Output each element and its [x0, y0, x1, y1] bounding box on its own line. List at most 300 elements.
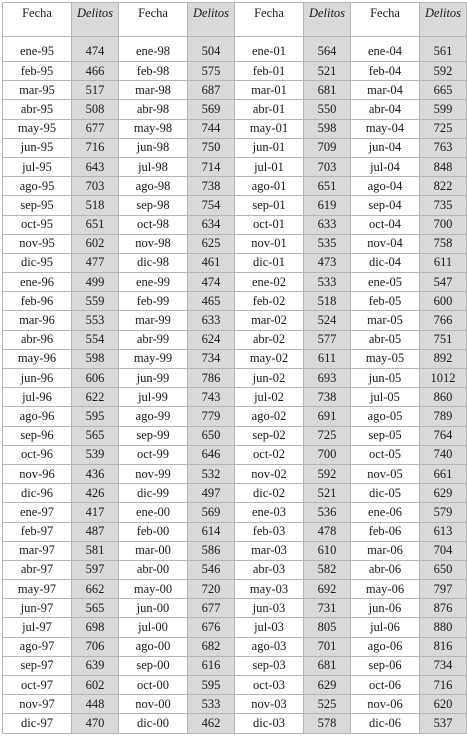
- date-cell: sep-03: [235, 656, 304, 675]
- table-row: [3, 695, 467, 714]
- date-cell: jul-95: [3, 157, 72, 176]
- table-row: [3, 714, 467, 733]
- date-cell: dic-05: [351, 484, 420, 503]
- date-cell: sep-97: [3, 656, 72, 675]
- crimes-cell: 650: [420, 560, 467, 579]
- date-cell: oct-01: [235, 215, 304, 234]
- crimes-cell: 677: [72, 119, 119, 138]
- date-cell: jun-02: [235, 369, 304, 388]
- table-row: [3, 330, 467, 349]
- date-cell: jul-99: [119, 388, 188, 407]
- date-cell: may-06: [351, 580, 420, 599]
- crimes-cell: 738: [188, 177, 235, 196]
- crimes-cell: 487: [72, 522, 119, 541]
- crimes-cell: 709: [304, 138, 351, 157]
- date-cell: dic-99: [119, 484, 188, 503]
- crimes-header: Delitos: [304, 3, 351, 37]
- crimes-cell: 521: [304, 62, 351, 81]
- crimes-cell: 779: [188, 407, 235, 426]
- date-cell: sep-00: [119, 656, 188, 675]
- crimes-cell: 744: [188, 119, 235, 138]
- date-cell: oct-97: [3, 676, 72, 695]
- table-row: [3, 311, 467, 330]
- crimes-cell: 462: [188, 714, 235, 733]
- date-cell: may-01: [235, 119, 304, 138]
- date-cell: jun-96: [3, 369, 72, 388]
- crimes-cell: 716: [420, 676, 467, 695]
- table-row: [3, 599, 467, 618]
- date-cell: mar-04: [351, 81, 420, 100]
- crimes-cell: 692: [304, 580, 351, 599]
- crimes-cell: 536: [304, 503, 351, 522]
- crimes-cell: 629: [420, 484, 467, 503]
- date-cell: ago-98: [119, 177, 188, 196]
- date-cell: abr-99: [119, 330, 188, 349]
- date-cell: may-04: [351, 119, 420, 138]
- crimes-cell: 477: [72, 253, 119, 272]
- table-row: [3, 541, 467, 560]
- crimes-cell: 720: [188, 580, 235, 599]
- crimes-cell: 822: [420, 177, 467, 196]
- date-cell: ago-03: [235, 637, 304, 656]
- date-cell: nov-02: [235, 464, 304, 483]
- table-row: [3, 62, 467, 81]
- crimes-cell: 681: [304, 81, 351, 100]
- date-cell: abr-05: [351, 330, 420, 349]
- date-cell: jul-05: [351, 388, 420, 407]
- crimes-cell: 547: [420, 273, 467, 292]
- crimes-cell: 546: [188, 560, 235, 579]
- crimes-cell: 565: [72, 599, 119, 618]
- date-cell: nov-03: [235, 695, 304, 714]
- crimes-cell: 575: [188, 62, 235, 81]
- crimes-cell: 474: [72, 37, 119, 62]
- date-header: Fecha: [119, 3, 188, 37]
- crimes-cell: 533: [188, 695, 235, 714]
- date-cell: ago-02: [235, 407, 304, 426]
- date-cell: jun-06: [351, 599, 420, 618]
- table-row: [3, 522, 467, 541]
- date-cell: mar-96: [3, 311, 72, 330]
- date-cell: oct-96: [3, 445, 72, 464]
- crimes-cell: 577: [304, 330, 351, 349]
- date-cell: dic-96: [3, 484, 72, 503]
- crimes-cell: 700: [304, 445, 351, 464]
- crimes-cell: 478: [304, 522, 351, 541]
- crimes-cell: 651: [72, 215, 119, 234]
- crimes-cell: 535: [304, 234, 351, 253]
- date-cell: jun-04: [351, 138, 420, 157]
- date-cell: oct-02: [235, 445, 304, 464]
- crimes-cell: 763: [420, 138, 467, 157]
- crimes-header: Delitos: [420, 3, 467, 37]
- crimes-cell: 539: [72, 445, 119, 464]
- date-cell: dic-06: [351, 714, 420, 733]
- table-row: [3, 234, 467, 253]
- table-row: [3, 388, 467, 407]
- crimes-cell: 665: [420, 81, 467, 100]
- table-row: [3, 81, 467, 100]
- crimes-cell: 682: [188, 637, 235, 656]
- date-cell: ene-99: [119, 273, 188, 292]
- crimes-cell: 564: [304, 37, 351, 62]
- crimes-cell: 789: [420, 407, 467, 426]
- date-cell: may-97: [3, 580, 72, 599]
- crimes-cell: 619: [304, 196, 351, 215]
- date-cell: abr-06: [351, 560, 420, 579]
- date-cell: jul-96: [3, 388, 72, 407]
- date-cell: jul-00: [119, 618, 188, 637]
- crimes-cell: 738: [304, 388, 351, 407]
- date-cell: jun-95: [3, 138, 72, 157]
- date-cell: may-99: [119, 349, 188, 368]
- date-cell: ene-04: [351, 37, 420, 62]
- crimes-cell: 681: [304, 656, 351, 675]
- date-cell: may-02: [235, 349, 304, 368]
- table-row: [3, 196, 467, 215]
- date-cell: mar-02: [235, 311, 304, 330]
- date-cell: sep-06: [351, 656, 420, 675]
- table-row: [3, 445, 467, 464]
- table-row: [3, 292, 467, 311]
- crimes-cell: 764: [420, 426, 467, 445]
- date-cell: jul-01: [235, 157, 304, 176]
- crimes-cell: 754: [188, 196, 235, 215]
- table-row: [3, 484, 467, 503]
- crimes-cell: 579: [420, 503, 467, 522]
- date-cell: ene-03: [235, 503, 304, 522]
- date-cell: nov-06: [351, 695, 420, 714]
- table-row: [3, 637, 467, 656]
- crimes-cell: 465: [188, 292, 235, 311]
- crimes-cell: 716: [72, 138, 119, 157]
- crimes-cell: 508: [72, 100, 119, 119]
- crimes-cell: 466: [72, 62, 119, 81]
- date-cell: abr-97: [3, 560, 72, 579]
- date-cell: jun-05: [351, 369, 420, 388]
- date-cell: ene-96: [3, 273, 72, 292]
- date-cell: jul-98: [119, 157, 188, 176]
- crimes-cell: 687: [188, 81, 235, 100]
- crimes-cell: 704: [420, 541, 467, 560]
- crimes-cell: 677: [188, 599, 235, 618]
- crimes-cell: 581: [72, 541, 119, 560]
- crimes-cell: 629: [304, 676, 351, 695]
- table-row: [3, 215, 467, 234]
- crimes-cell: 714: [188, 157, 235, 176]
- table-row: [3, 580, 467, 599]
- date-cell: may-00: [119, 580, 188, 599]
- date-cell: sep-98: [119, 196, 188, 215]
- crimes-cell: 646: [188, 445, 235, 464]
- date-cell: jul-97: [3, 618, 72, 637]
- date-cell: nov-99: [119, 464, 188, 483]
- date-cell: abr-02: [235, 330, 304, 349]
- crimes-cell: 691: [304, 407, 351, 426]
- date-cell: nov-95: [3, 234, 72, 253]
- crimes-cell: 743: [188, 388, 235, 407]
- crimes-cell: 578: [304, 714, 351, 733]
- date-cell: nov-96: [3, 464, 72, 483]
- crimes-cell: 700: [420, 215, 467, 234]
- crimes-cell: 735: [420, 196, 467, 215]
- date-cell: jun-99: [119, 369, 188, 388]
- date-cell: ago-96: [3, 407, 72, 426]
- date-cell: sep-04: [351, 196, 420, 215]
- date-cell: feb-96: [3, 292, 72, 311]
- crimes-cell: 876: [420, 599, 467, 618]
- table-body: [3, 37, 467, 734]
- date-cell: jun-98: [119, 138, 188, 157]
- date-cell: mar-95: [3, 81, 72, 100]
- date-cell: ago-00: [119, 637, 188, 656]
- date-cell: jul-04: [351, 157, 420, 176]
- crimes-cell: 611: [420, 253, 467, 272]
- date-cell: dic-03: [235, 714, 304, 733]
- crimes-cell: 643: [72, 157, 119, 176]
- date-cell: ene-01: [235, 37, 304, 62]
- date-cell: nov-98: [119, 234, 188, 253]
- date-cell: ago-04: [351, 177, 420, 196]
- crimes-cell: 703: [304, 157, 351, 176]
- crimes-cell: 499: [72, 273, 119, 292]
- date-cell: nov-05: [351, 464, 420, 483]
- crimes-cell: 766: [420, 311, 467, 330]
- crimes-cell: 474: [188, 273, 235, 292]
- date-cell: dic-01: [235, 253, 304, 272]
- date-cell: feb-98: [119, 62, 188, 81]
- crimes-cell: 595: [188, 676, 235, 695]
- date-cell: oct-04: [351, 215, 420, 234]
- crimes-cell: 734: [188, 349, 235, 368]
- table-row: [3, 37, 467, 62]
- crimes-cell: 553: [72, 311, 119, 330]
- crimes-cell: 569: [188, 100, 235, 119]
- crimes-cell: 592: [304, 464, 351, 483]
- date-cell: ago-01: [235, 177, 304, 196]
- crimes-cell: 616: [188, 656, 235, 675]
- table-row: [3, 656, 467, 675]
- crimes-cell: 758: [420, 234, 467, 253]
- crimes-cell: 537: [420, 714, 467, 733]
- table-row: [3, 119, 467, 138]
- table-row: [3, 426, 467, 445]
- crimes-cell: 597: [72, 560, 119, 579]
- crimes-cell: 750: [188, 138, 235, 157]
- date-cell: abr-01: [235, 100, 304, 119]
- crimes-cell: 860: [420, 388, 467, 407]
- date-cell: oct-95: [3, 215, 72, 234]
- table-row: [3, 407, 467, 426]
- date-cell: sep-01: [235, 196, 304, 215]
- table-row: [3, 560, 467, 579]
- date-cell: dic-04: [351, 253, 420, 272]
- crimes-cell: 848: [420, 157, 467, 176]
- date-cell: jun-00: [119, 599, 188, 618]
- date-cell: feb-06: [351, 522, 420, 541]
- crimes-cell: 473: [304, 253, 351, 272]
- crimes-cell: 517: [72, 81, 119, 100]
- date-cell: oct-03: [235, 676, 304, 695]
- date-cell: feb-00: [119, 522, 188, 541]
- date-cell: may-95: [3, 119, 72, 138]
- date-cell: feb-99: [119, 292, 188, 311]
- crimes-cell: 532: [188, 464, 235, 483]
- crimes-cell: 786: [188, 369, 235, 388]
- crimes-cell: 533: [304, 273, 351, 292]
- date-cell: may-98: [119, 119, 188, 138]
- crimes-cell: 703: [72, 177, 119, 196]
- table-row: [3, 503, 467, 522]
- crimes-cell: 614: [188, 522, 235, 541]
- crimes-cell: 521: [304, 484, 351, 503]
- date-cell: oct-00: [119, 676, 188, 695]
- crimes-cell: 650: [188, 426, 235, 445]
- date-cell: jul-06: [351, 618, 420, 637]
- date-cell: feb-01: [235, 62, 304, 81]
- crimes-cell: 504: [188, 37, 235, 62]
- table-row: [3, 369, 467, 388]
- crimes-cell: 448: [72, 695, 119, 714]
- crimes-cell: 816: [420, 637, 467, 656]
- table-row: [3, 676, 467, 695]
- date-cell: nov-01: [235, 234, 304, 253]
- date-cell: nov-97: [3, 695, 72, 714]
- date-cell: abr-04: [351, 100, 420, 119]
- crimes-cell: 611: [304, 349, 351, 368]
- crimes-cell: 525: [304, 695, 351, 714]
- crimes-cell: 598: [304, 119, 351, 138]
- crimes-cell: 524: [304, 311, 351, 330]
- date-cell: sep-02: [235, 426, 304, 445]
- date-cell: dic-02: [235, 484, 304, 503]
- crimes-cell: 559: [72, 292, 119, 311]
- date-cell: oct-05: [351, 445, 420, 464]
- crimes-cell: 497: [188, 484, 235, 503]
- crimes-cell: 550: [304, 100, 351, 119]
- date-cell: sep-96: [3, 426, 72, 445]
- crimes-cell: 639: [72, 656, 119, 675]
- table-row: [3, 253, 467, 272]
- date-cell: jun-01: [235, 138, 304, 157]
- crime-data-table: [2, 2, 467, 734]
- crimes-cell: 725: [420, 119, 467, 138]
- crimes-cell: 725: [304, 426, 351, 445]
- crimes-cell: 740: [420, 445, 467, 464]
- date-cell: ene-95: [3, 37, 72, 62]
- crimes-cell: 602: [72, 234, 119, 253]
- crimes-cell: 661: [420, 464, 467, 483]
- crimes-header: Delitos: [72, 3, 119, 37]
- crimes-cell: 651: [304, 177, 351, 196]
- date-cell: jun-03: [235, 599, 304, 618]
- table-row: [3, 177, 467, 196]
- crimes-cell: 701: [304, 637, 351, 656]
- date-cell: feb-95: [3, 62, 72, 81]
- date-cell: oct-99: [119, 445, 188, 464]
- date-cell: mar-97: [3, 541, 72, 560]
- crimes-cell: 1012: [420, 369, 467, 388]
- crimes-cell: 610: [304, 541, 351, 560]
- crimes-cell: 880: [420, 618, 467, 637]
- date-cell: feb-97: [3, 522, 72, 541]
- date-cell: feb-03: [235, 522, 304, 541]
- crimes-cell: 620: [420, 695, 467, 714]
- crimes-cell: 586: [188, 541, 235, 560]
- date-cell: feb-05: [351, 292, 420, 311]
- date-cell: ene-06: [351, 503, 420, 522]
- date-header: Fecha: [351, 3, 420, 37]
- date-cell: oct-06: [351, 676, 420, 695]
- crimes-cell: 731: [304, 599, 351, 618]
- date-header: Fecha: [3, 3, 72, 37]
- date-cell: dic-98: [119, 253, 188, 272]
- crimes-cell: 706: [72, 637, 119, 656]
- crimes-cell: 582: [304, 560, 351, 579]
- crimes-cell: 561: [420, 37, 467, 62]
- date-cell: oct-98: [119, 215, 188, 234]
- crimes-cell: 598: [72, 349, 119, 368]
- date-cell: sep-95: [3, 196, 72, 215]
- table-row: [3, 100, 467, 119]
- header-row: [3, 3, 467, 37]
- date-cell: ago-95: [3, 177, 72, 196]
- crimes-cell: 565: [72, 426, 119, 445]
- crimes-cell: 426: [72, 484, 119, 503]
- crimes-cell: 734: [420, 656, 467, 675]
- crimes-cell: 613: [420, 522, 467, 541]
- table-row: [3, 618, 467, 637]
- date-cell: ago-97: [3, 637, 72, 656]
- date-cell: sep-99: [119, 426, 188, 445]
- date-cell: mar-00: [119, 541, 188, 560]
- date-cell: feb-02: [235, 292, 304, 311]
- date-cell: ene-98: [119, 37, 188, 62]
- date-cell: nov-04: [351, 234, 420, 253]
- date-cell: mar-03: [235, 541, 304, 560]
- table-row: [3, 273, 467, 292]
- date-cell: ago-06: [351, 637, 420, 656]
- crimes-cell: 600: [420, 292, 467, 311]
- crimes-cell: 599: [420, 100, 467, 119]
- date-cell: ene-02: [235, 273, 304, 292]
- crimes-cell: 892: [420, 349, 467, 368]
- date-cell: ago-99: [119, 407, 188, 426]
- crimes-cell: 518: [304, 292, 351, 311]
- crimes-cell: 461: [188, 253, 235, 272]
- crimes-cell: 606: [72, 369, 119, 388]
- date-cell: mar-99: [119, 311, 188, 330]
- date-cell: ene-97: [3, 503, 72, 522]
- crimes-cell: 633: [188, 311, 235, 330]
- crimes-cell: 417: [72, 503, 119, 522]
- crimes-cell: 602: [72, 676, 119, 695]
- date-cell: nov-00: [119, 695, 188, 714]
- crimes-cell: 470: [72, 714, 119, 733]
- date-cell: may-96: [3, 349, 72, 368]
- crimes-cell: 595: [72, 407, 119, 426]
- crimes-cell: 592: [420, 62, 467, 81]
- date-cell: abr-95: [3, 100, 72, 119]
- crimes-cell: 624: [188, 330, 235, 349]
- date-cell: may-05: [351, 349, 420, 368]
- crimes-cell: 554: [72, 330, 119, 349]
- table-row: [3, 138, 467, 157]
- date-cell: abr-98: [119, 100, 188, 119]
- crimes-cell: 633: [304, 215, 351, 234]
- crimes-cell: 625: [188, 234, 235, 253]
- date-cell: mar-01: [235, 81, 304, 100]
